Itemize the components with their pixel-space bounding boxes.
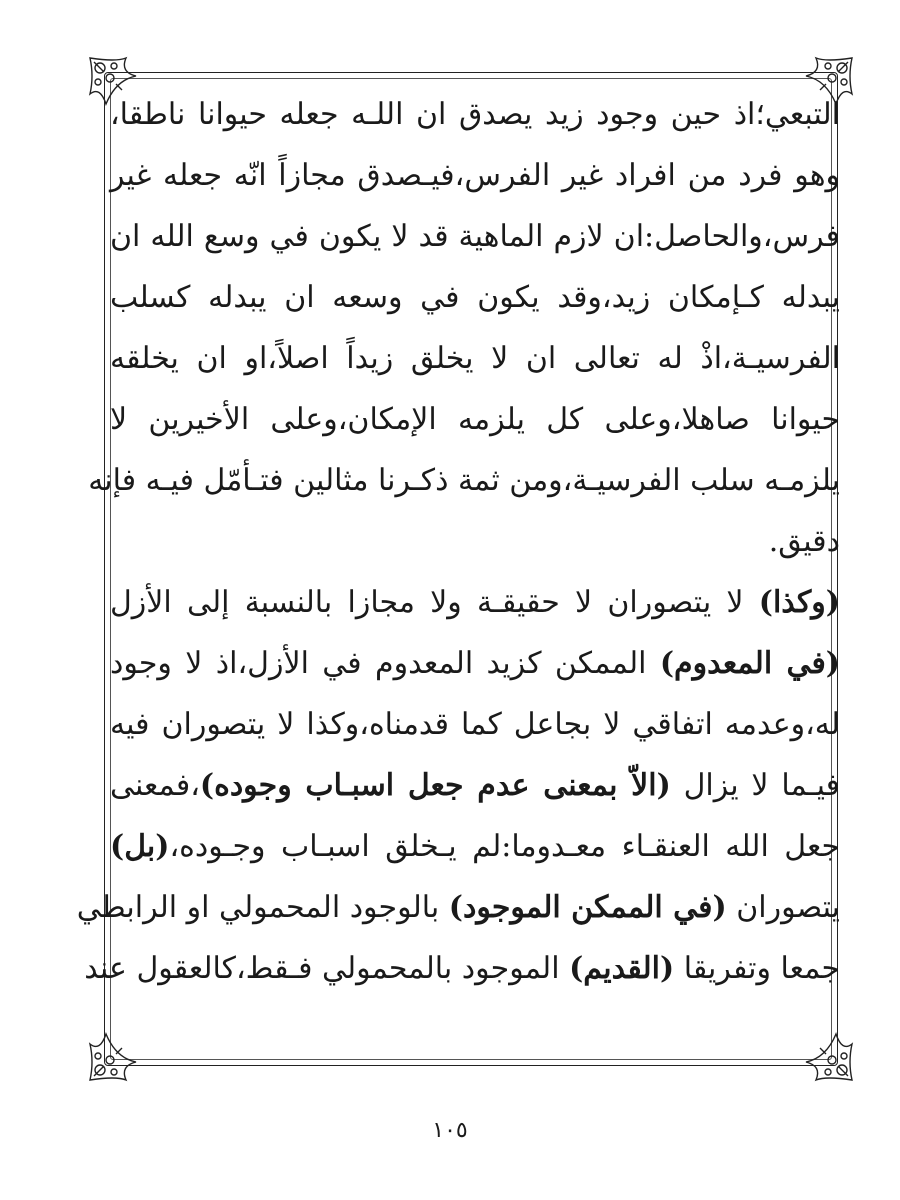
bold-text-segment: (وكذا): [758, 585, 840, 620]
text-line: [110, 633, 840, 694]
text-segment: وهو فرد من افراد غير الفرس،فيـصدق مجازاً انّه جعله غير: [110, 158, 840, 193]
text-line: [110, 816, 840, 877]
text-line: [76, 877, 840, 938]
bold-text-segment: (في المعدوم): [659, 646, 841, 681]
text-segment: الممكن كزيد المعدوم في الأزل،اذ لا وجود: [110, 646, 660, 681]
bold-text-segment: (في الممكن الموجود): [448, 890, 727, 925]
body-text: [76, 84, 841, 999]
text-segment: له،وعدمه اتفاقي لا بجاعل كما قدمناه،وكذا لا يتصوران فيه: [110, 707, 840, 742]
text-segment: لا يتصوران لا حقيقـة ولا مجازا بالنسبة إلى الأزل: [110, 585, 759, 620]
text-line: [110, 755, 840, 816]
text-segment: جعل الله العنقـاء معـدوما:لم يـخلق اسبـاب وجـوده،: [169, 829, 840, 864]
text-line: [110, 267, 840, 328]
text-line: [110, 145, 840, 206]
text-line: [88, 450, 840, 511]
page-number: ١٠٥: [432, 1118, 468, 1143]
text-line: [110, 572, 840, 633]
text-line: [110, 84, 840, 145]
text-segment: فرس،والحاصل:ان لازم الماهية قد لا يكون في وسع الله ان: [110, 219, 840, 254]
text-line: [84, 938, 840, 999]
text-segment: يبدله كـإمكان زيد،وقد يكون في وسعه ان يبدله كسلب: [110, 280, 840, 315]
text-segment: جمعا وتفريقا: [674, 951, 840, 986]
text-segment: حيوانا صاهلا،وعلى كل يلزمه الإمكان،وعلى الأخيرين لا: [110, 402, 840, 437]
text-segment: الفرسيـة،اذْ له تعالى ان لا يخلق زيداً اصلاً،او ان يخلقه: [110, 341, 840, 376]
text-segment: يتصوران: [726, 890, 840, 925]
corner-ornament-icon: [86, 1014, 156, 1084]
text-segment: ،فمعنى: [110, 768, 200, 803]
corner-ornament-icon: [786, 1014, 856, 1084]
text-segment: يلزمـه سلب الفرسيـة،ومن ثمة ذكـرنا مثالين فتـأمّل فيـه فإنه: [88, 463, 840, 498]
text-segment: التبعي؛اذ حين وجود زيد يصدق ان اللـه جعله حيوانا ناطقا،: [110, 97, 840, 132]
bold-text-segment: (بل): [110, 829, 170, 864]
text-line: [110, 206, 840, 267]
text-line: [110, 389, 840, 450]
text-segment: بالوجود المحمولي او الرابطي: [76, 890, 449, 925]
bold-text-segment: (القديم): [569, 951, 675, 986]
text-line: [110, 694, 840, 755]
text-line: [110, 328, 840, 389]
text-segment: فيـما لا يزال: [670, 768, 840, 803]
text-segment: دقيق.: [768, 524, 840, 559]
text-segment: الموجود بالمحمولي فـقط،كالعقول عند: [84, 951, 570, 986]
bold-text-segment: (الاّ بمعنى عدم جعل اسبـاب وجوده): [199, 768, 671, 803]
text-line: [110, 511, 840, 572]
